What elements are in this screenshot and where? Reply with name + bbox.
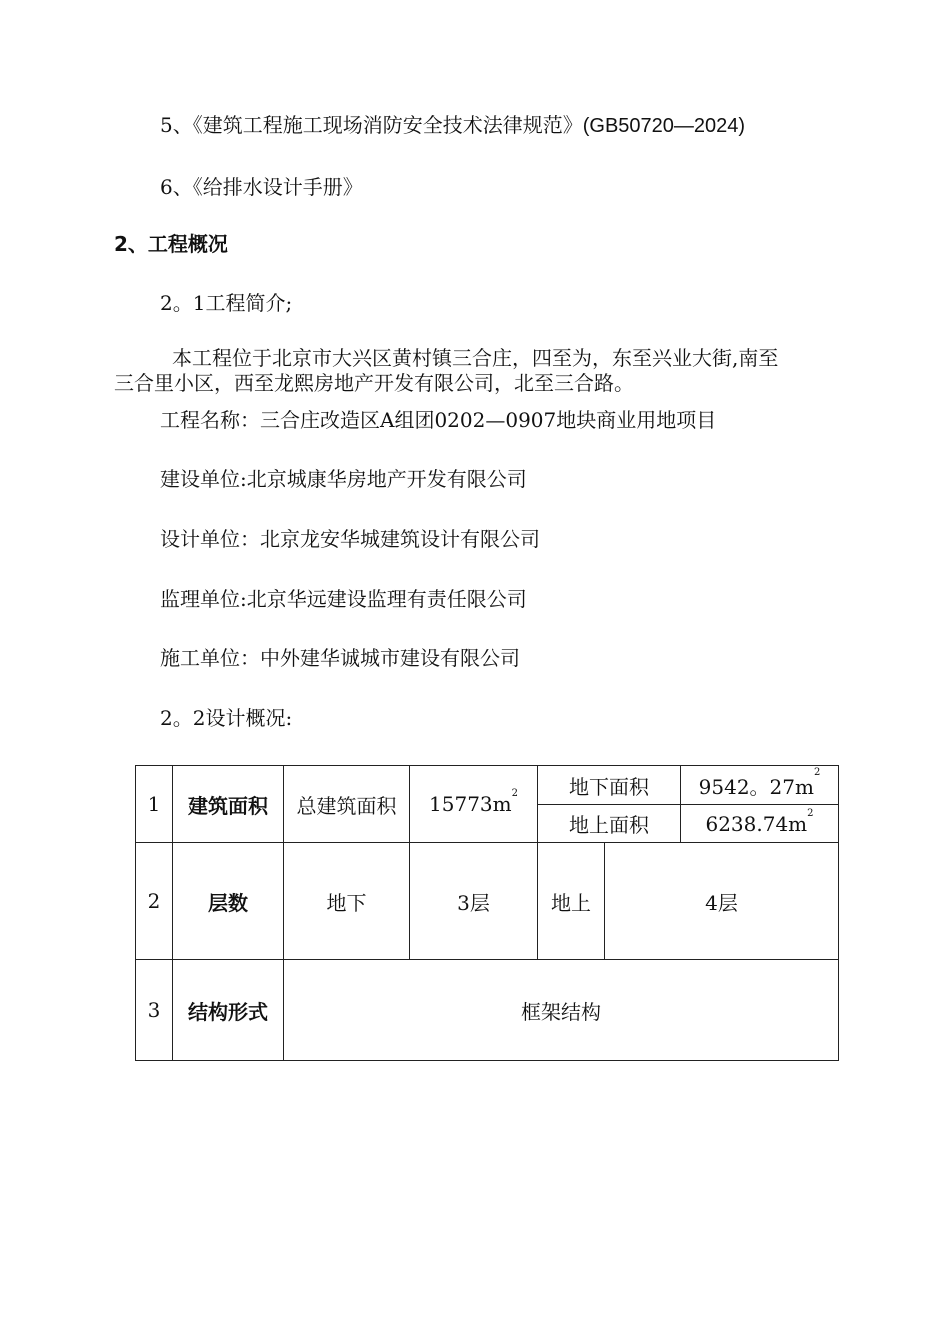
row-label-structure: 结构形式 xyxy=(173,960,284,1061)
construction-unit: 施工单位：中外建华诚城市建设有限公司 xyxy=(160,646,520,670)
row-label-floors: 层数 xyxy=(173,843,284,960)
supervision-unit: 监理单位:北京华远建设监理有责任限公司 xyxy=(160,587,527,611)
total-area-value: $15773m^2$ xyxy=(410,766,538,843)
subsection-intro-title: 2。1工程简介; xyxy=(160,291,293,315)
underground-floors-label: 地下 xyxy=(284,843,410,960)
row-label-building-area: 建筑面积 xyxy=(173,766,284,843)
total-area-label: 总建筑面积 xyxy=(284,766,410,843)
aboveground-floors-label: 地上 xyxy=(538,843,605,960)
intro-paragraph-line-1: 本工程位于北京市大兴区黄村镇三合庄，四至为，东至兴业大街,南至 xyxy=(172,346,779,370)
reference-number: 5、 xyxy=(160,113,193,137)
reference-number: 6、 xyxy=(160,175,193,199)
project-name: 工程名称：三合庄改造区A组团0202—0907地块商业用地项目 xyxy=(160,408,717,432)
structure-type-value: 框架结构 xyxy=(284,960,839,1061)
reference-item-5 xyxy=(160,113,745,138)
reference-item-6 xyxy=(160,175,363,199)
table-row-area-top xyxy=(136,766,839,805)
aboveground-area-label: 地上面积 xyxy=(538,805,681,843)
reference-title: 《给排水设计手册》 xyxy=(192,175,363,199)
developer-unit: 建设单位:北京城康华房地产开发有限公司 xyxy=(160,467,527,491)
section-heading: 2、工程概况 xyxy=(114,232,228,256)
underground-area-value: 9542。$27m^2$ xyxy=(681,766,839,805)
row-number: 1 xyxy=(136,766,173,843)
reference-title: 《建筑工程施工现场消防安全技术法律规范》 xyxy=(192,113,583,137)
aboveground-area-value: $6238.74m^2$ xyxy=(681,805,839,843)
table-row-structure xyxy=(136,960,839,1061)
row-number: 3 xyxy=(136,960,173,1061)
row-number: 2 xyxy=(136,843,173,960)
intro-paragraph-line-2: 三合里小区，西至龙熙房地产开发有限公司，北至三合路。 xyxy=(114,371,634,395)
underground-area-label: 地下面积 xyxy=(538,766,681,805)
aboveground-floors-value: 4层 xyxy=(605,843,839,960)
reference-code: (GB50720—2024) xyxy=(582,115,746,137)
underground-floors-value: 3层 xyxy=(410,843,538,960)
table-row-floors xyxy=(136,843,839,960)
design-overview-table xyxy=(135,765,839,1061)
design-unit: 设计单位：北京龙安华城建筑设计有限公司 xyxy=(160,527,540,551)
subsection-design-title: 2。2设计概况: xyxy=(160,706,293,730)
